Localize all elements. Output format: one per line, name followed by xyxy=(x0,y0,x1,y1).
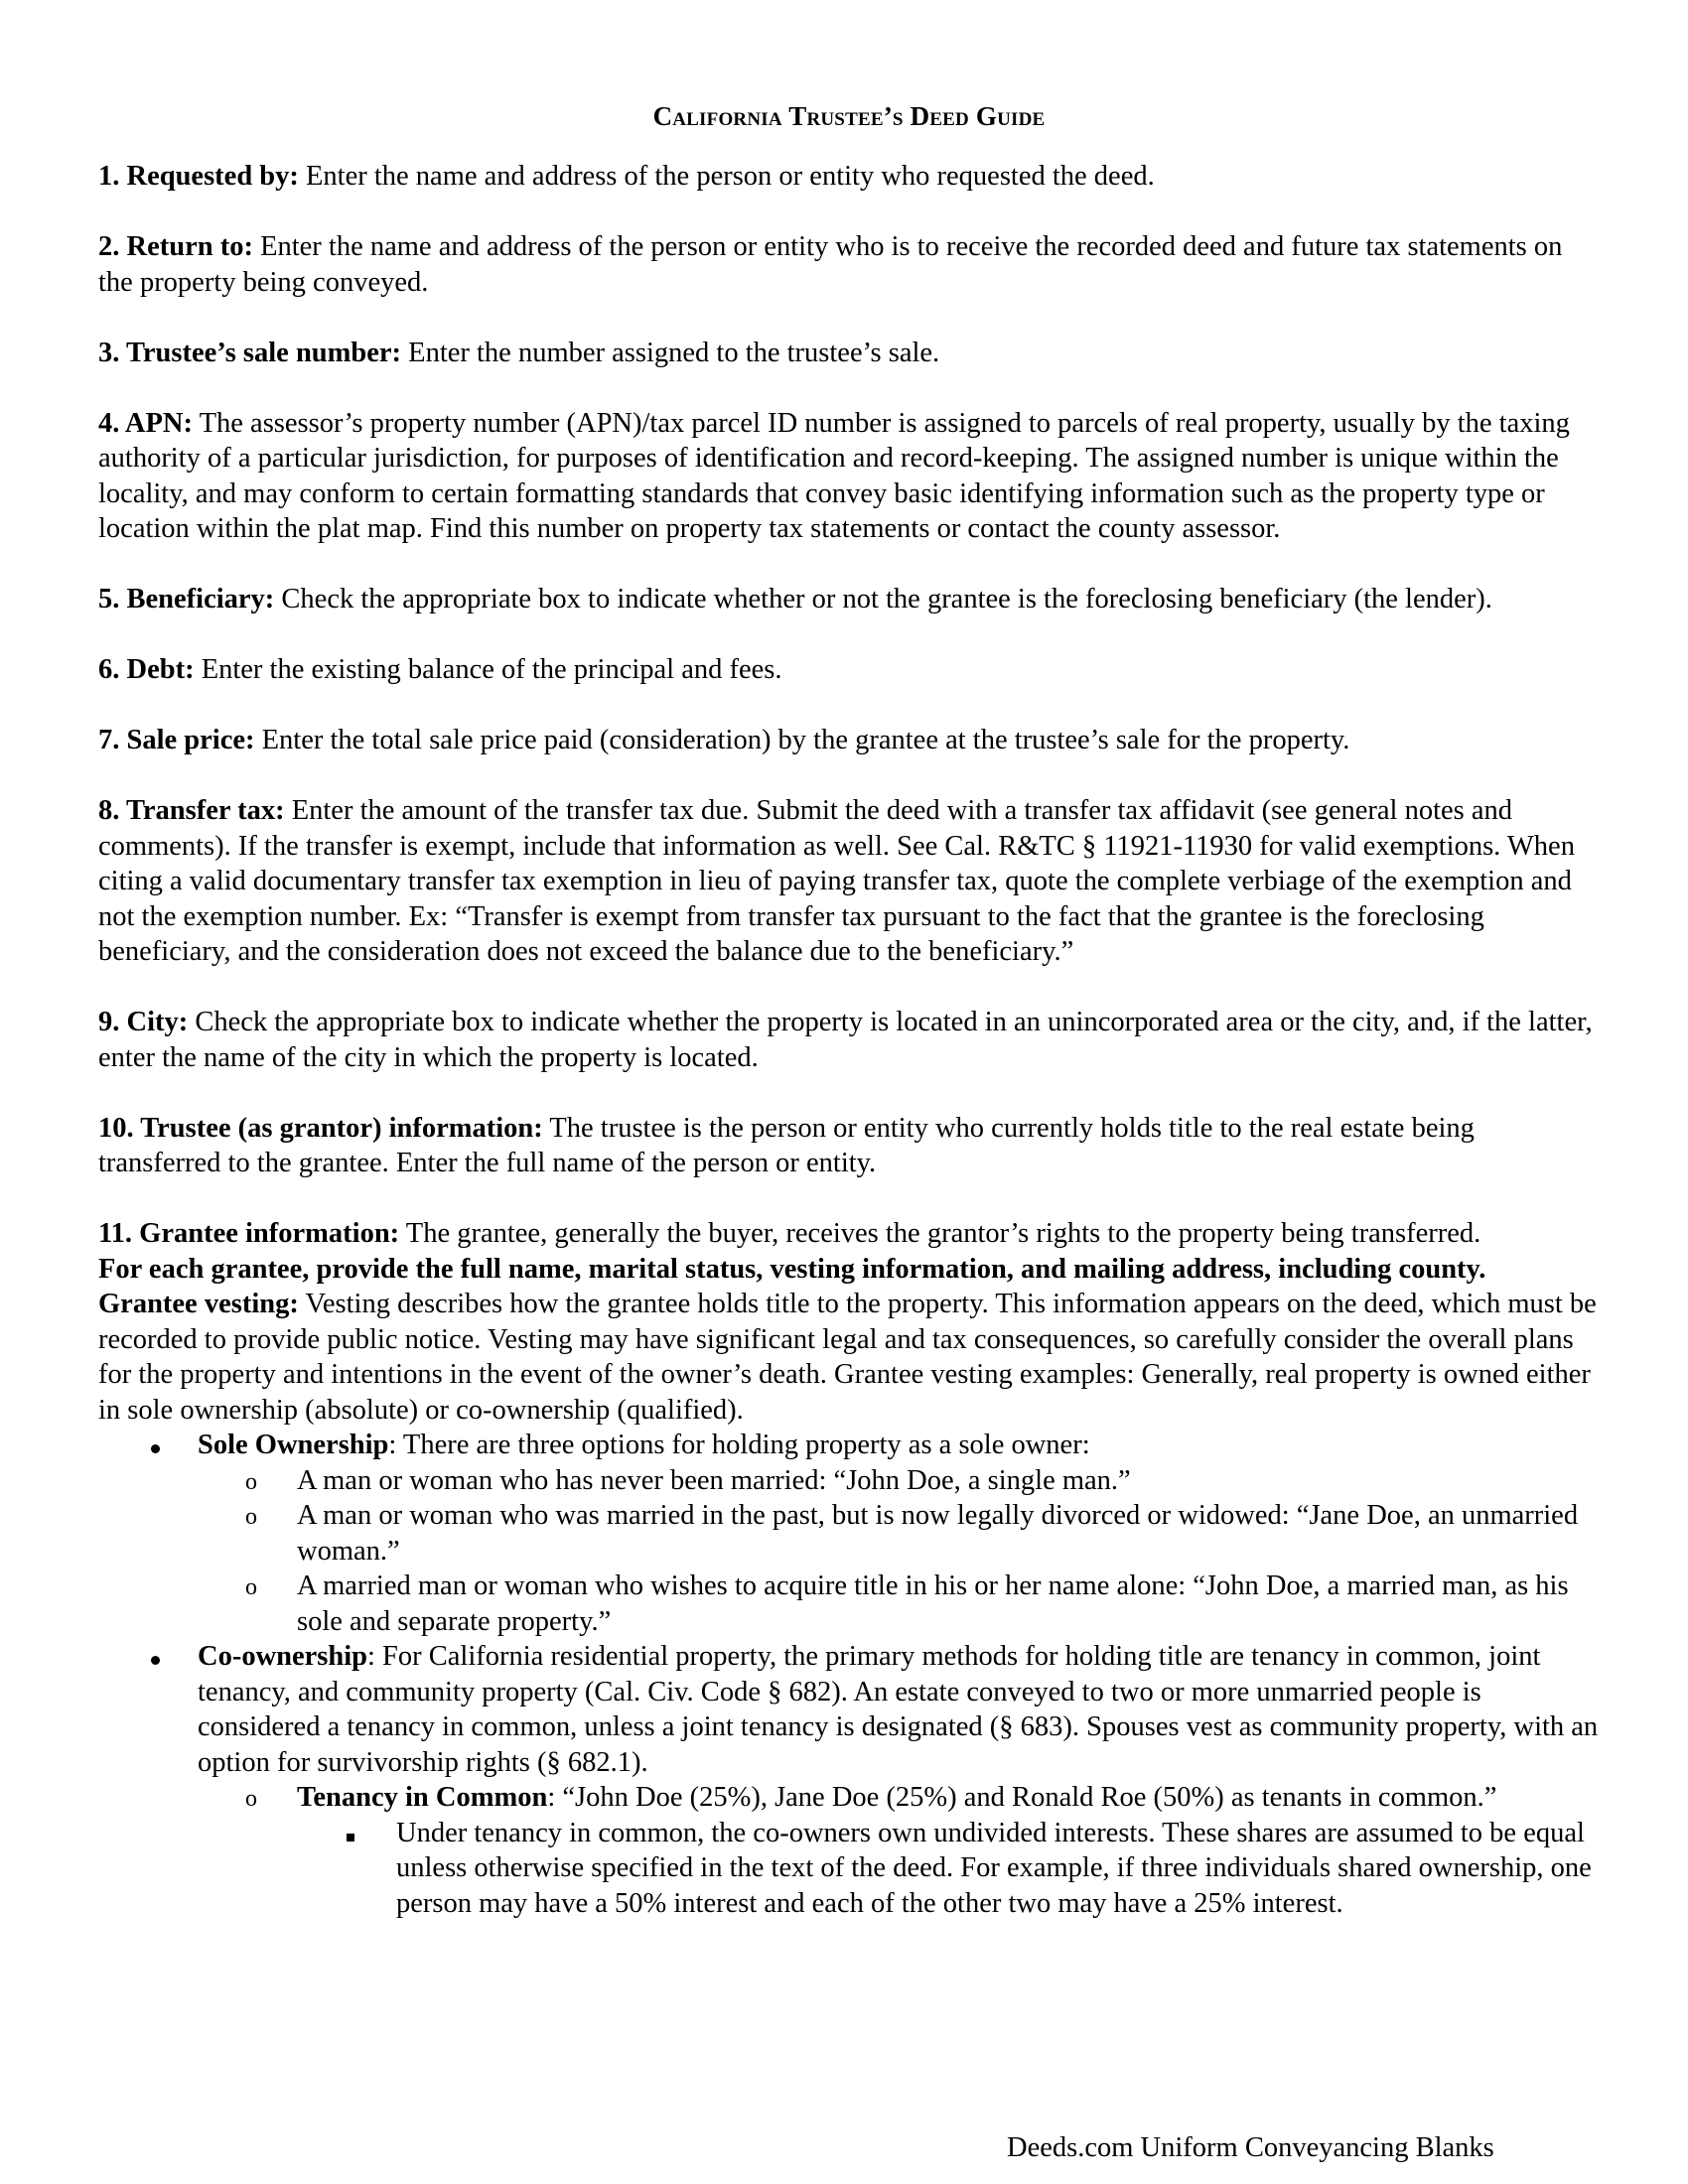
section-label: 3. Trustee’s sale number: xyxy=(98,337,402,368)
bullet-circle-icon: o xyxy=(245,1574,257,1600)
tic-text: : “John Doe (25%), Jane Doe (25%) and Ronald Roe (50%) as tenants in common.” xyxy=(547,1782,1497,1813)
section-text: The trustee is the person or entity who currently holds title to the real estate being transferred to the grantee. Enter the full name of the person or entity. xyxy=(98,1112,1475,1178)
section-text: Check the appropriate box to indicate whether or not the grantee is the foreclosing beneficiary (the lender). xyxy=(274,584,1492,614)
document-title: California Trustee’s Deed Guide xyxy=(652,101,1046,131)
vesting-label: Grantee vesting: xyxy=(98,1289,299,1319)
section-label: 10. Trustee (as grantor) information: xyxy=(98,1112,543,1144)
bullet-square-icon xyxy=(347,1816,354,1851)
bullet-dot-icon xyxy=(151,1639,171,1675)
section-label: 11. Grantee information: xyxy=(98,1218,400,1249)
section-transfer-tax xyxy=(98,793,1600,970)
section-beneficiary xyxy=(98,582,1600,617)
section-text: Enter the name and address of the person or entity who is to receive the recorded deed and future tax statements on the property being conveyed. xyxy=(98,231,1563,298)
sole-option-text: A man or woman who was married in the past, but is now legally divorced or widowed: “Jane Doe, an unmarried woman.” xyxy=(297,1500,1579,1567)
sole-label: Sole Ownership xyxy=(198,1430,389,1460)
tic-label: Tenancy in Common xyxy=(297,1782,548,1813)
bullet-circle-icon: o xyxy=(245,1504,257,1530)
co-text: : For California residential property, the primary methods for holding title are tenancy in common, joint tenancy, and community property (Cal. Civ. Code § 682). An estate conveyed to two or more unmarried people is considered a tenancy in common, unless a joint tenancy is designated (§ 683). Spouses vest as community property, with an option for survivorship rights (§ 682.1). xyxy=(198,1641,1599,1778)
document-page xyxy=(98,99,1600,1921)
list-item-sole-option xyxy=(98,1569,1600,1639)
tic-detail-text: Under tenancy in common, the co-owners own undivided interests. These shares are assumed to be equal unless otherwise specified in the text of the deed. For example, if three individuals shared ownership, one person may have a 50% interest and each of the other two may have a 25% interest. xyxy=(396,1817,1592,1919)
co-label: Co-ownership xyxy=(198,1641,368,1672)
bullet-circle-icon: o xyxy=(245,1468,257,1495)
section-text: The grantee, generally the buyer, receives the grantor’s rights to the property being transferred. xyxy=(399,1218,1481,1249)
ownership-list xyxy=(98,1428,1600,1921)
section-label: 9. City: xyxy=(98,1007,189,1037)
section-text: The assessor’s property number (APN)/tax parcel ID number is assigned to parcels of real property, usually by the taxing authority of a particular jurisdiction, for purposes of identification and record-keeping. The assigned number is unique within the locality, and may conform to certain formatting standards that convey basic identifying information such as the property type or location within the plat map. Find this number on property tax statements or contact the county assessor. xyxy=(98,407,1570,544)
list-item-co-ownership xyxy=(98,1639,1600,1780)
section-label: 7. Sale price: xyxy=(98,725,255,755)
list-item-sole-ownership xyxy=(98,1428,1600,1463)
section-label: 4. APN: xyxy=(98,407,193,439)
section-text: Enter the amount of the transfer tax due. Submit the deed with a transfer tax affidavit (see general notes and comments). If the transfer is exempt, include that information as well. See Cal. R&TC § 11921-11930 for valid exemptions. When citing a valid documentary transfer tax exemption in lieu of paying transfer tax, quote the complete verbiage of the exemption and not the exemption number. Ex: “Transfer is exempt from transfer tax pursuant to the fact that the grantee is the foreclosing beneficiary, and the consideration does not exceed the balance due to the beneficiary.” xyxy=(98,795,1575,967)
section-text: Enter the total sale price paid (consideration) by the grantee at the trustee’s sale for the property. xyxy=(254,725,1350,755)
section-trustee-info xyxy=(98,1111,1600,1181)
section-label: 6. Debt: xyxy=(98,654,195,685)
section-grantee-info xyxy=(98,1216,1600,1252)
page-footer: Deeds.com Uniform Conveyancing Blanks xyxy=(1007,2132,1494,2163)
section-sale-price xyxy=(98,723,1600,758)
grantee-vesting xyxy=(98,1287,1600,1428)
bullet-circle-icon: o xyxy=(245,1786,257,1812)
sole-option-text: A married man or woman who wishes to acquire title in his or her name alone: “John Doe, a married man, as his sole and separate property.” xyxy=(297,1570,1569,1637)
section-trustee-sale-number xyxy=(98,336,1600,371)
list-item-tic-detail xyxy=(98,1816,1600,1922)
section-text: Check the appropriate box to indicate whether the property is located in an unincorporated area or the city, and, if the latter, enter the name of the city in which the property is located. xyxy=(98,1007,1593,1073)
list-item-sole-option xyxy=(98,1463,1600,1499)
section-text: Enter the number assigned to the trustee’s sale. xyxy=(401,337,940,368)
section-label: 8. Transfer tax: xyxy=(98,795,285,826)
section-return-to xyxy=(98,229,1600,300)
section-text: Enter the existing balance of the principal and fees. xyxy=(194,654,782,685)
bullet-dot-icon xyxy=(151,1428,171,1463)
section-label: 1. Requested by: xyxy=(98,161,299,192)
list-item-sole-option xyxy=(98,1498,1600,1569)
section-label: 2. Return to: xyxy=(98,231,253,262)
section-label: 5. Beneficiary: xyxy=(98,584,275,614)
section-text: Enter the name and address of the person or entity who requested the deed. xyxy=(298,161,1155,192)
sole-text: : There are three options for holding property as a sole owner: xyxy=(388,1430,1090,1460)
vesting-text: Vesting describes how the grantee holds title to the property. This information appears on the deed, which must be recorded to provide public notice. Vesting may have significant legal and tax consequences, so carefully consider the overall plans for the property and intentions in the event of the owner’s death. Grantee vesting examples: Generally, real property is owned either in sole ownership (absolute) or co-ownership (qualified). xyxy=(98,1289,1597,1426)
section-requested-by xyxy=(98,159,1600,195)
section-city xyxy=(98,1005,1600,1075)
section-debt xyxy=(98,652,1600,688)
list-item-tenancy-in-common xyxy=(98,1780,1600,1816)
sole-option-text: A man or woman who has never been married: “John Doe, a single man.” xyxy=(297,1464,1131,1496)
grantee-bold-note: For each grantee, provide the full name, marital status, vesting information, and mailing address, including county. xyxy=(98,1253,1486,1285)
section-apn xyxy=(98,406,1600,547)
